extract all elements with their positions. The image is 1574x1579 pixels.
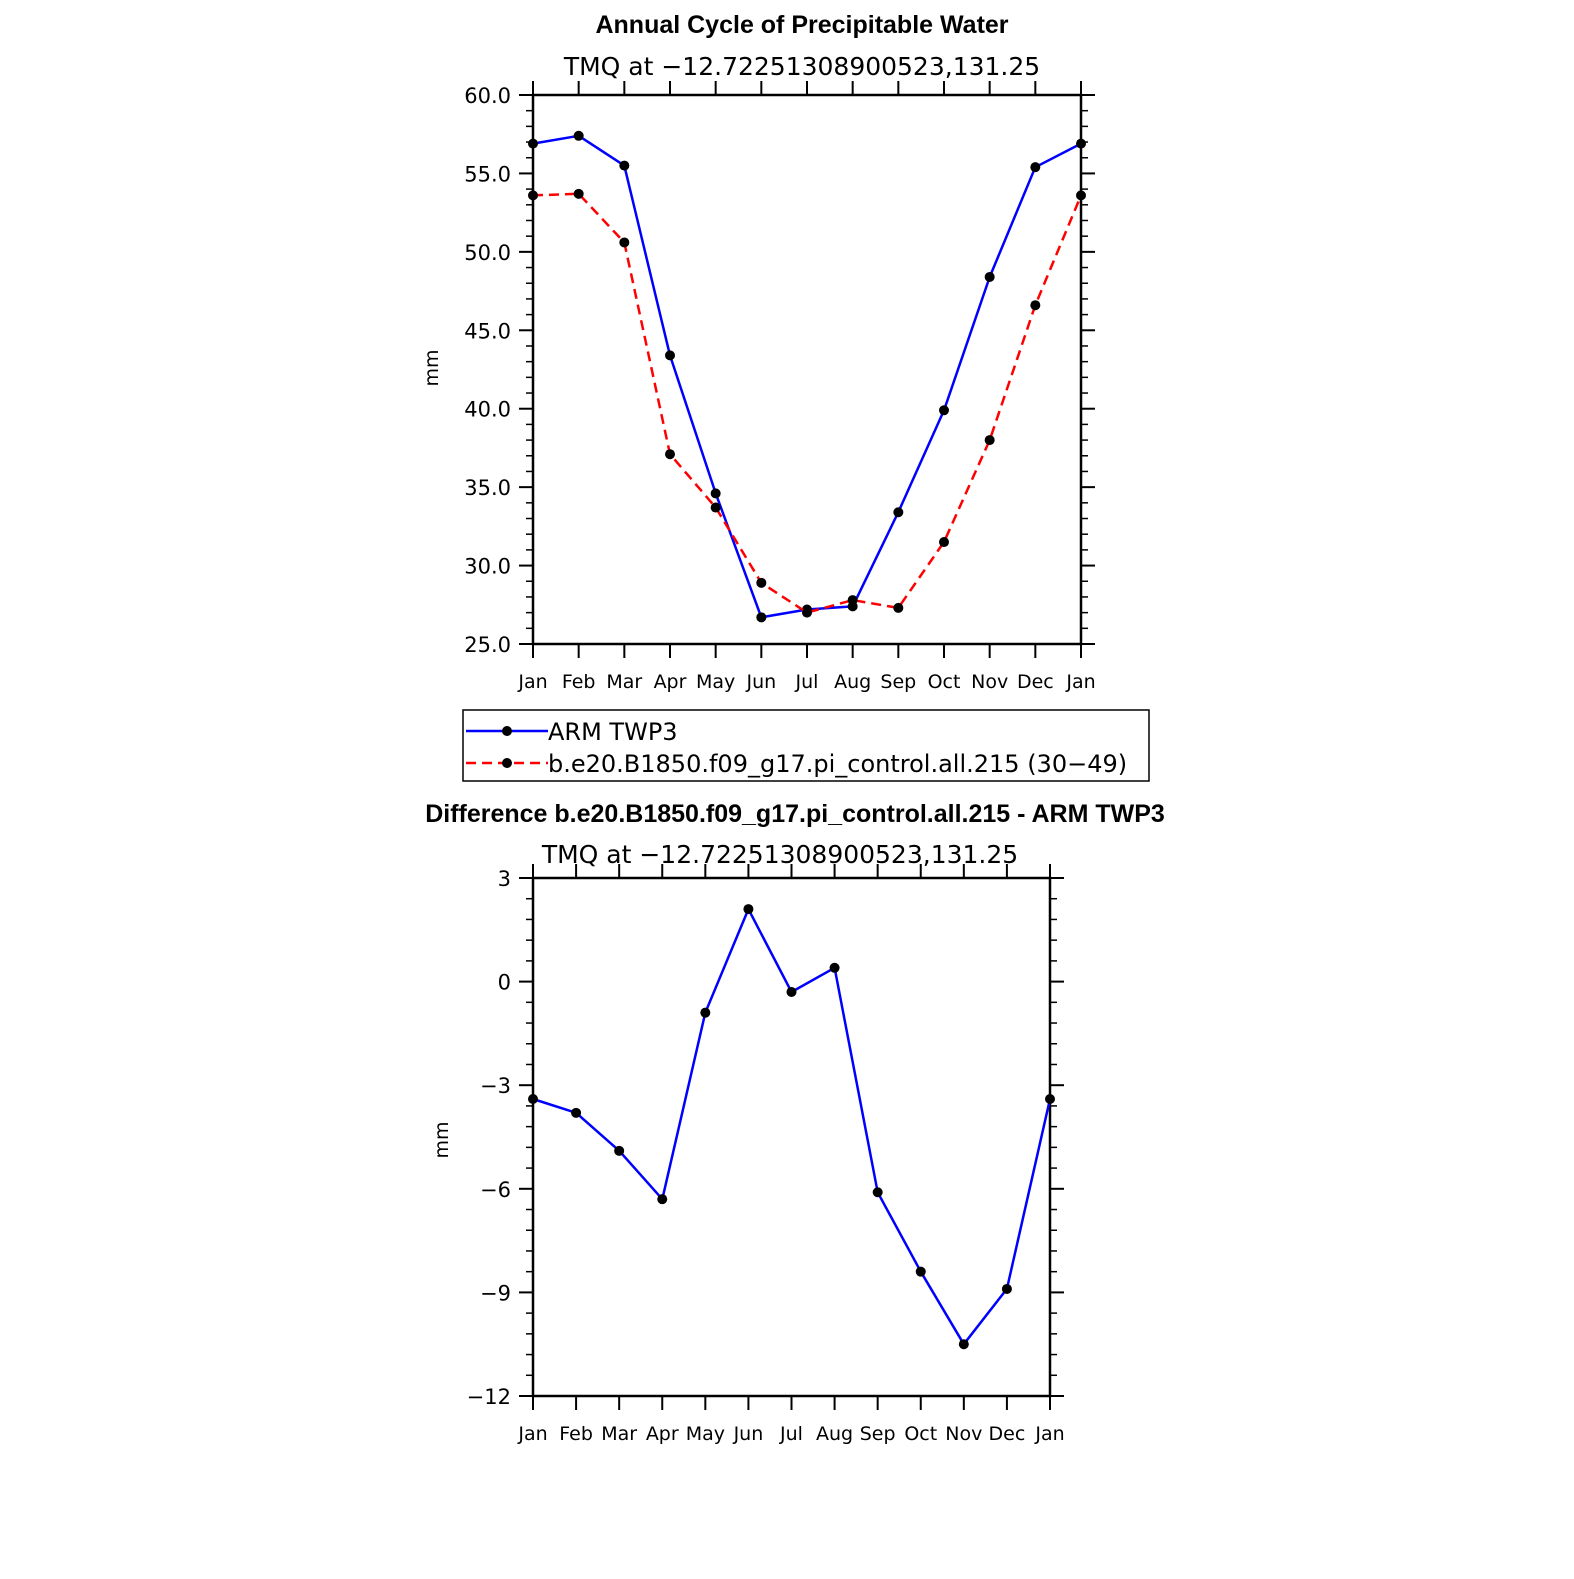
- chart2-series-0-point: [571, 1108, 581, 1118]
- chart1-xtick-label: Aug: [834, 671, 872, 693]
- chart2-xtick-label: Jan: [1035, 1423, 1065, 1445]
- chart1-subtitle: TMQ at −12.72251308900523,131.25: [563, 52, 1041, 81]
- chart2-series-0-point: [528, 1094, 538, 1104]
- chart2-ytick-label: −9: [480, 1281, 511, 1306]
- chart1-ytick-label: 55.0: [464, 162, 511, 187]
- chart1-series-0-point: [665, 350, 675, 360]
- chart1-ylabel: mm: [421, 349, 443, 387]
- chart1-series-0-point: [619, 161, 629, 171]
- chart1-series-0-point: [711, 488, 721, 498]
- chart1-series-1-point: [756, 578, 766, 588]
- chart1-xtick-label: Sep: [880, 671, 917, 693]
- chart2-series-0-point: [787, 987, 797, 997]
- chart1-series-0-point: [528, 139, 538, 149]
- chart1-xtick-label: Jun: [746, 671, 777, 693]
- chart2-xtick-label: Nov: [945, 1423, 983, 1445]
- chart1-xtick-label: Mar: [606, 671, 643, 693]
- chart1-ytick-label: 35.0: [464, 476, 511, 501]
- chart2-xtick-label: Jul: [780, 1423, 803, 1445]
- chart2-xtick-label: Dec: [988, 1423, 1026, 1445]
- chart2-xtick-label: Mar: [601, 1423, 638, 1445]
- chart2-xtick-label: Feb: [559, 1423, 593, 1445]
- chart1-ytick-label: 25.0: [464, 633, 511, 657]
- chart1-series-1-point: [848, 595, 858, 605]
- chart2-series-0-point: [743, 904, 753, 914]
- chart2-series-0-point: [916, 1267, 926, 1277]
- chart1-xtick-label: Jan: [1066, 671, 1096, 693]
- chart2-series-0-point: [700, 1008, 710, 1018]
- chart2-plot: [467, 864, 1065, 1445]
- chart1-xtick-label: Feb: [561, 671, 596, 693]
- chart2-xtick-label: Jan: [518, 1423, 548, 1445]
- chart1-ytick-label: 45.0: [464, 319, 511, 344]
- chart1-ytick-label: 50.0: [464, 240, 511, 265]
- chart1-series-0-point: [1076, 139, 1086, 149]
- chart1-series-1-point: [665, 449, 675, 459]
- chart1-series-0-point: [756, 612, 766, 622]
- chart1-xtick-label: Nov: [971, 671, 1009, 693]
- chart1-ytick-label: 60.0: [464, 84, 511, 108]
- chart1-series-0-point: [574, 131, 584, 141]
- chart2-series-0-line: [533, 909, 1050, 1344]
- chart1-series-1-point: [619, 237, 629, 247]
- chart1-series-1-point: [574, 189, 584, 199]
- chart1-series-0-point: [985, 272, 995, 282]
- legend-label-model: b.e20.B1850.f09_g17.pi_control.all.215 (30−49): [548, 750, 1128, 778]
- chart1-series-1-point: [711, 503, 721, 513]
- chart2-title: Difference b.e20.B1850.f09_g17.pi_control.all.215 - ARM TWP3: [425, 800, 1165, 828]
- chart2-xtick-label: Apr: [645, 1423, 679, 1445]
- chart2-xtick-label: Sep: [859, 1423, 896, 1445]
- legend-marker-model: [502, 758, 512, 768]
- chart1-frame: [533, 95, 1081, 644]
- chart1-series-1-point: [985, 435, 995, 445]
- chart1-title: Annual Cycle of Precipitable Water: [595, 11, 1009, 39]
- chart1-series-0-point: [939, 405, 949, 415]
- chart1-series-1-point: [802, 608, 812, 618]
- chart1-series-1-point: [893, 603, 903, 613]
- chart2-series-0-point: [614, 1146, 624, 1156]
- chart2-series-0-point: [873, 1187, 883, 1197]
- legend-marker-arm: [502, 726, 512, 736]
- chart2-ytick-label: −12: [466, 1385, 511, 1409]
- chart1-series-0-point: [893, 507, 903, 517]
- chart1-xtick-label: Jul: [795, 671, 819, 693]
- legend: [463, 710, 1149, 781]
- chart2-xtick-label: Aug: [816, 1423, 854, 1445]
- chart2-ytick-label: 3: [497, 867, 511, 891]
- chart2-frame: [533, 878, 1050, 1396]
- chart2-xtick-label: May: [685, 1423, 725, 1445]
- chart2-series-0-point: [1002, 1284, 1012, 1294]
- chart2-ytick-label: 0: [497, 970, 511, 995]
- chart2-xtick-label: Oct: [904, 1423, 938, 1445]
- chart2-ytick-label: −6: [480, 1177, 511, 1202]
- chart1-ytick-label: 40.0: [464, 397, 511, 422]
- chart2-series-0-point: [959, 1339, 969, 1349]
- chart1-plot: [464, 81, 1095, 693]
- chart2-subtitle: TMQ at −12.72251308900523,131.25: [541, 840, 1019, 869]
- chart1-series-1-point: [939, 537, 949, 547]
- chart1-series-1-point: [528, 190, 538, 200]
- chart1-series-0-line: [533, 136, 1081, 618]
- chart2-series-0-point: [1045, 1094, 1055, 1104]
- chart1-ytick-label: 30.0: [464, 554, 511, 579]
- chart2-series-0-point: [830, 963, 840, 973]
- chart1-xtick-label: Dec: [1016, 671, 1054, 693]
- chart2-ylabel: mm: [431, 1121, 453, 1159]
- chart1-xtick-label: Oct: [927, 671, 961, 693]
- chart2-series-0-point: [657, 1194, 667, 1204]
- chart2-xtick-label: Jun: [733, 1423, 764, 1445]
- chart1-series-1-point: [1076, 190, 1086, 200]
- chart1-xtick-label: Apr: [653, 671, 687, 693]
- legend-label-arm: ARM TWP3: [548, 718, 678, 746]
- chart2-ytick-label: −3: [480, 1074, 511, 1099]
- chart1-series-1-point: [1030, 300, 1040, 310]
- chart1-xtick-label: Jan: [518, 671, 548, 693]
- chart1-series-0-point: [1030, 162, 1040, 172]
- chart1-xtick-label: May: [696, 671, 736, 693]
